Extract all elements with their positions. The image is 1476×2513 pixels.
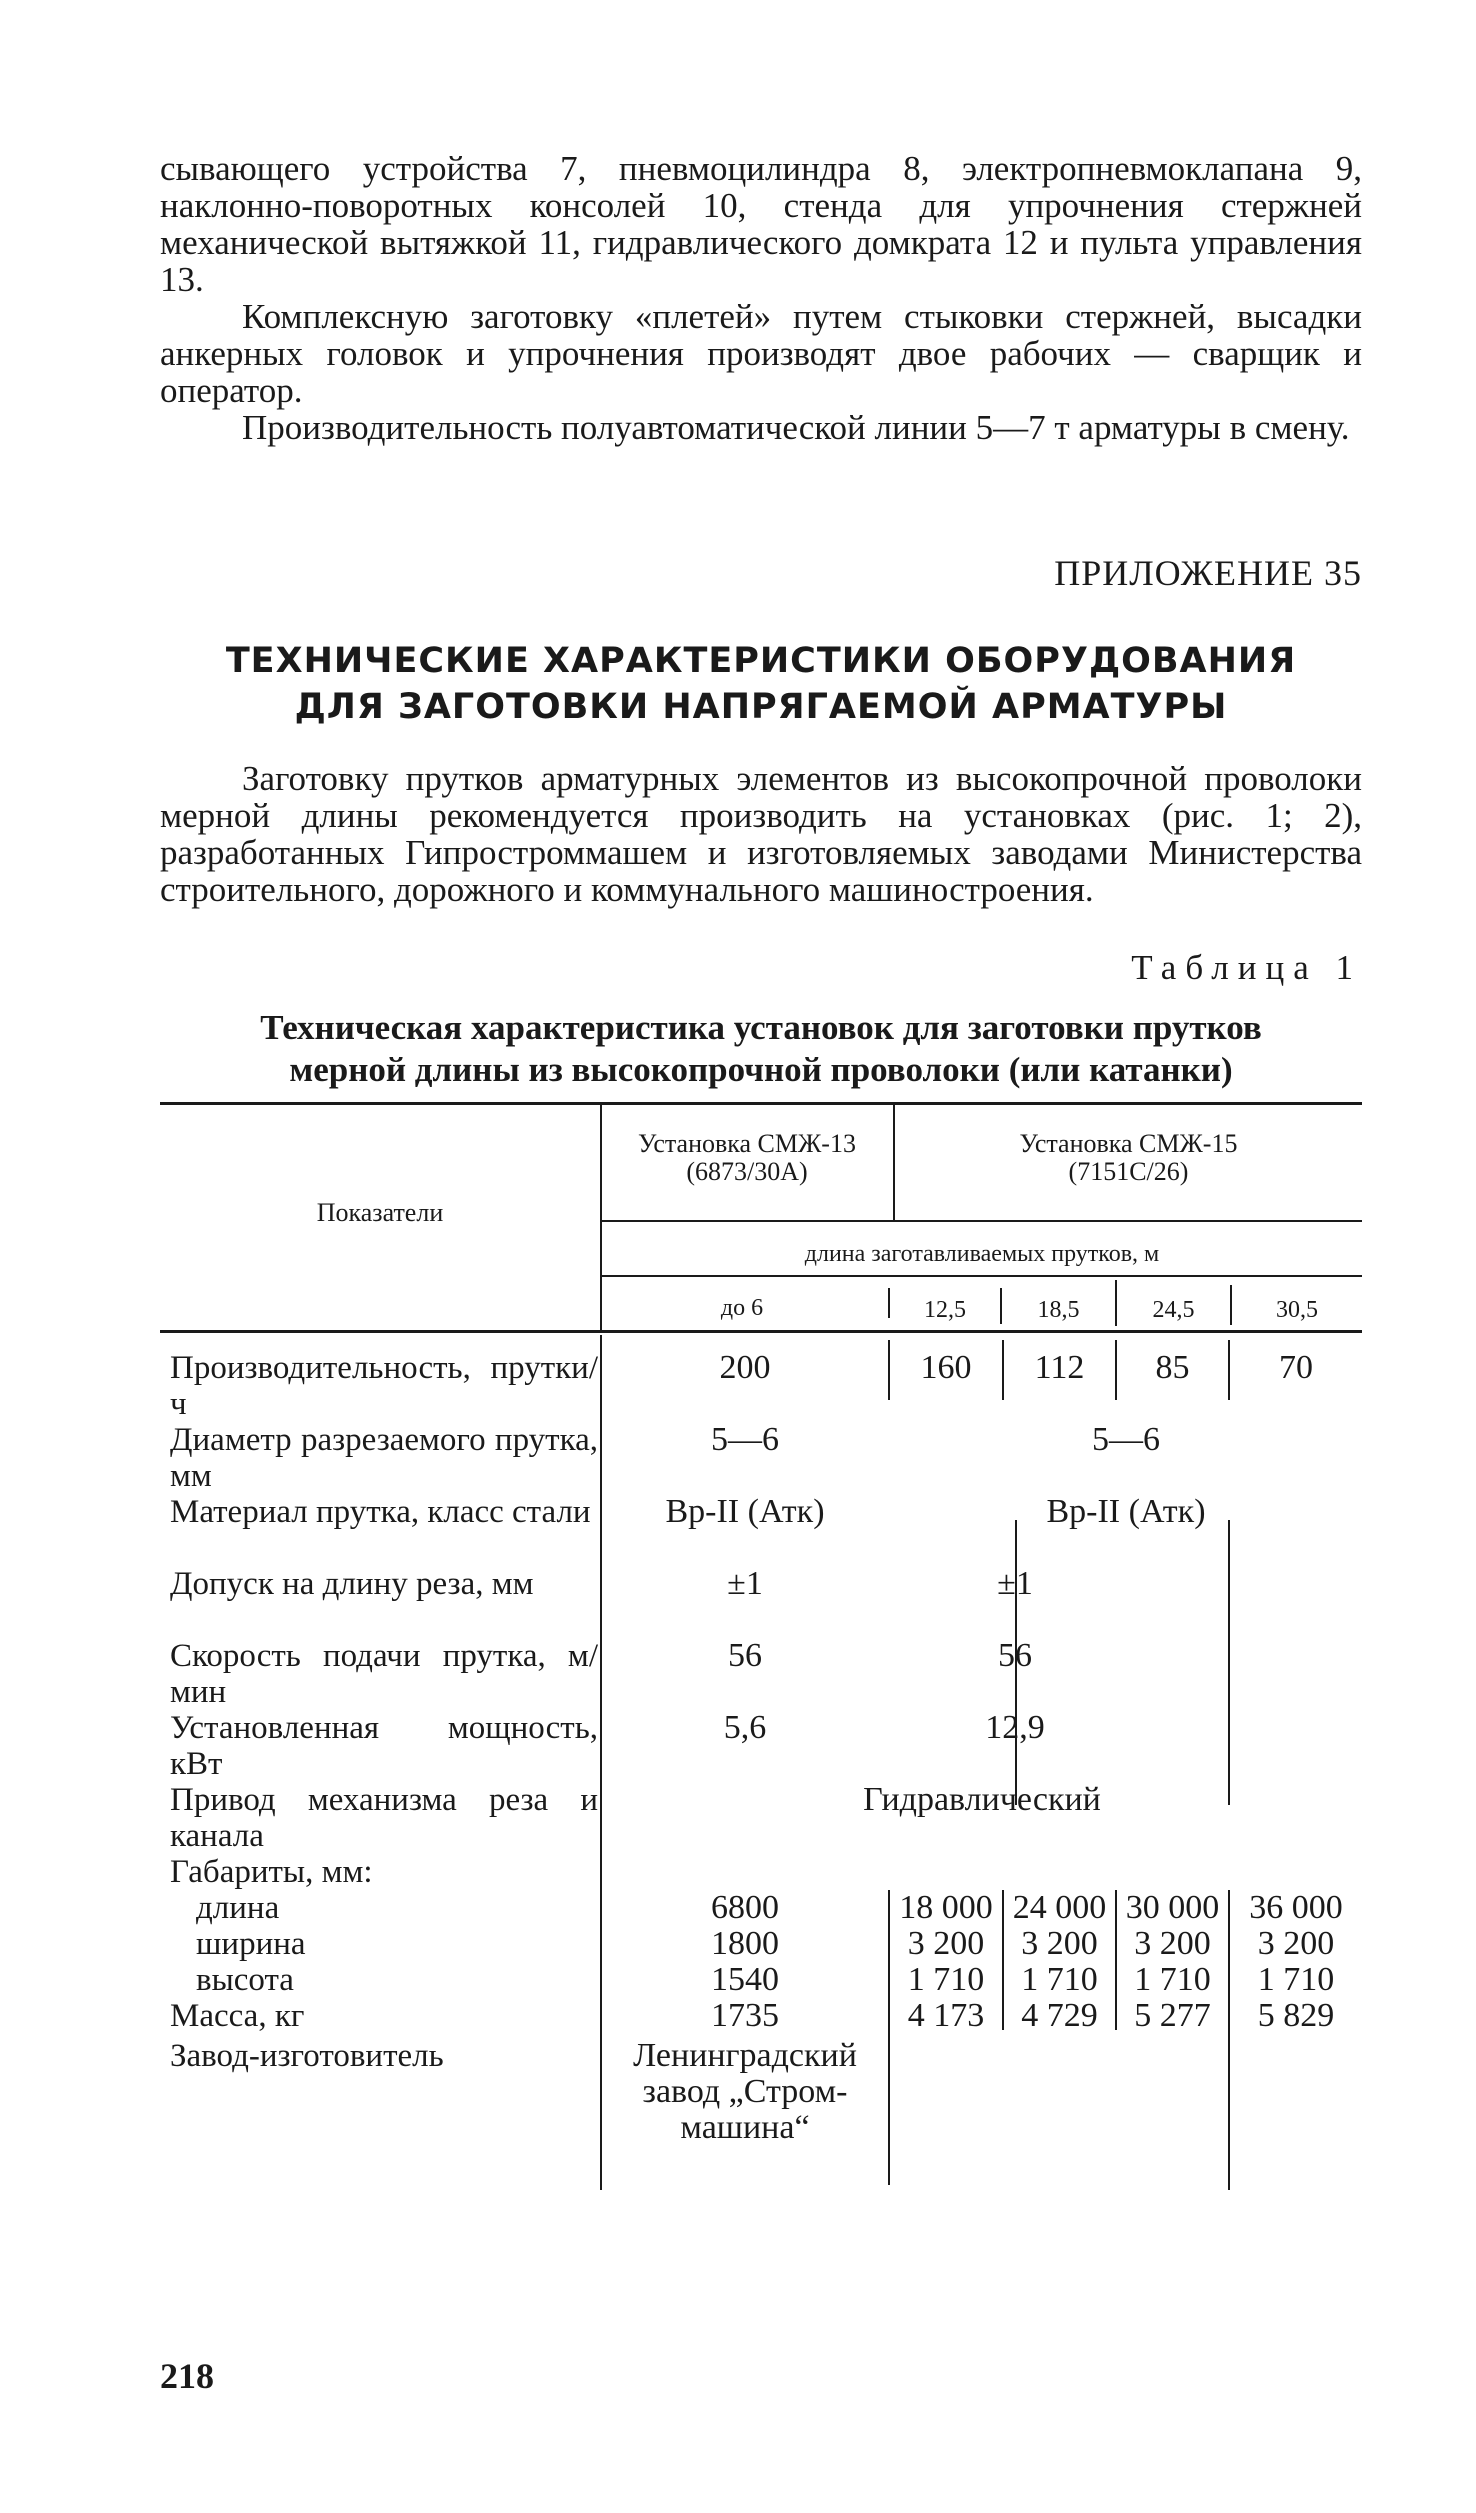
length-val-1: 6800 [711,1889,779,1926]
header-smzh15-line2: (7151С/26) [1068,1157,1189,1186]
mass-val-5: 5 829 [1257,1997,1335,2034]
row-height-label: высота [196,1962,294,1998]
width-val-5: 3 200 [1257,1925,1335,1962]
length-val-5: 36 000 [1249,1889,1343,1926]
diameter-val-b: 5—6 [1092,1421,1160,1458]
header-len-rule [602,1275,1362,1277]
table-label: Таблица 1 [1131,948,1362,987]
material-val-a: Вр-II (Атк) [665,1493,825,1530]
length-col-3: 18,5 [1037,1297,1080,1323]
paragraph-3: Производительность полуавтоматической линии 5—7 т арматуры в смену. [242,408,1350,447]
power-val-a: 5,6 [723,1709,767,1746]
length-col-2: 12,5 [924,1297,966,1323]
maker-val-line2: завод „Стром- [642,2073,848,2110]
header-smzh15-line1: Установка СМЖ-15 [1019,1129,1238,1158]
length-col-5: 30,5 [1276,1297,1318,1323]
row-power-label: Установленная мощность, кВт [170,1710,598,1782]
paragraph-2: Комплексную заготовку «плетей» путем стыковки стержней, высадки анкерных головок и упрочнения производят двое рабочих — сварщик и оператор. [160,297,1362,410]
spec-table [160,150,1362,2513]
header-smzh13-line1: Установка СМЖ-13 [638,1129,856,1158]
diameter-val-a: 5—6 [711,1421,779,1458]
page-number: 218 [160,2356,214,2396]
paragraph-1: сывающего устройства 7, пневмоцилиндра 8, электропневмоклапана 9, наклонно-поворотных консолей 10, стенда для упрочнения стержней механической вытяжкой 11, гидравлического домкрата 12 и пульта управления 13. [160,149,1362,299]
header-mid-rule [602,1220,1362,1222]
productivity-val-5: 70 [1279,1349,1313,1386]
productivity-val-4: 85 [1155,1349,1190,1386]
productivity-val-3: 112 [1034,1349,1085,1386]
mass-val-1: 1735 [711,1997,779,2034]
length-col-4: 24,5 [1152,1297,1195,1323]
row-speed-label: Скорость подачи прутка, м/мин [170,1638,598,1710]
productivity-val-2: 160 [920,1349,972,1386]
header-indicators: Показатели [316,1198,444,1227]
row-diameter-label: Диаметр разрезаемого прутка, мм [170,1422,598,1494]
maker-val-line1: Ленинградский [633,2037,857,2074]
height-val-5: 1 710 [1257,1961,1335,1998]
table-title-line-1: Техническая характеристика установок для заготовки прутков [260,1008,1262,1047]
row-length-label: длина [196,1890,280,1926]
speed-val-b: 56 [998,1637,1032,1674]
row-material-label: Материал прутка, класс стали [170,1494,591,1530]
tolerance-val-b: ±1 [997,1565,1033,1602]
width-val-4: 3 200 [1134,1925,1211,1962]
header-smzh13-line2: (6873/30А) [686,1157,808,1186]
length-val-2: 18 000 [899,1889,993,1926]
width-val-1: 1800 [711,1925,779,1962]
page [160,149,1362,2396]
tolerance-val-a: ±1 [727,1565,763,1602]
row-drive-label: Привод механизма реза и канала [170,1782,598,1854]
header-bottom-rule [160,1330,1362,1333]
power-val-b: 12,9 [985,1709,1045,1746]
height-val-3: 1 710 [1021,1961,1098,1998]
mass-val-2: 4 173 [907,1997,985,2034]
height-val-1: 1540 [711,1961,779,1998]
height-val-4: 1 710 [1134,1961,1211,1998]
width-val-3: 3 200 [1021,1925,1098,1962]
row-productivity-label: Производительность, прутки/ч [170,1350,598,1422]
table-top-rule [160,1102,1362,1105]
mass-val-4: 5 277 [1134,1997,1211,2034]
row-dims-label: Габариты, мм: [170,1854,373,1890]
intro-paragraph: Заготовку прутков арматурных элементов из высокопрочной проволоки мерной длины рекомендуется производить на установках (рис. 1; 2), разработанных Гипростроммашем и изготовляемых заводами Министерства строительного, дорожного и коммунального машиностроения. [160,759,1362,909]
heading-line-2: ДЛЯ ЗАГОТОВКИ НАПРЯГАЕМОЙ АРМАТУРЫ [294,687,1228,727]
header-length: длина заготавливаемых прутков, м [804,1241,1160,1267]
maker-val-line3: машина“ [680,2109,810,2146]
table-title-line-2: мерной длины из высокопрочной проволоки (или катанки) [289,1050,1233,1089]
row-width-label: ширина [196,1926,306,1962]
length-val-4: 30 000 [1125,1889,1220,1926]
productivity-val-1: 200 [719,1349,771,1386]
length-col-1: до 6 [720,1295,764,1321]
drive-val: Гидравлический [863,1781,1101,1818]
width-val-2: 3 200 [907,1925,985,1962]
speed-val-a: 56 [728,1637,762,1674]
row-tolerance-label: Допуск на длину реза, мм [170,1566,534,1602]
row-maker-label: Завод-изготовитель [170,2038,444,2074]
heading-line-1: ТЕХНИЧЕСКИЕ ХАРАКТЕРИСТИКИ ОБОРУДОВАНИЯ [225,641,1297,681]
row-mass-label: Масса, кг [170,1998,305,2034]
appendix-label: ПРИЛОЖЕНИЕ 35 [1054,553,1362,593]
height-val-2: 1 710 [907,1961,985,1998]
mass-val-3: 4 729 [1021,1997,1098,2034]
length-val-3: 24 000 [1012,1889,1107,1926]
body-vrule-e [1228,1520,1230,1805]
material-val-b: Вр-II (Атк) [1046,1493,1206,1530]
